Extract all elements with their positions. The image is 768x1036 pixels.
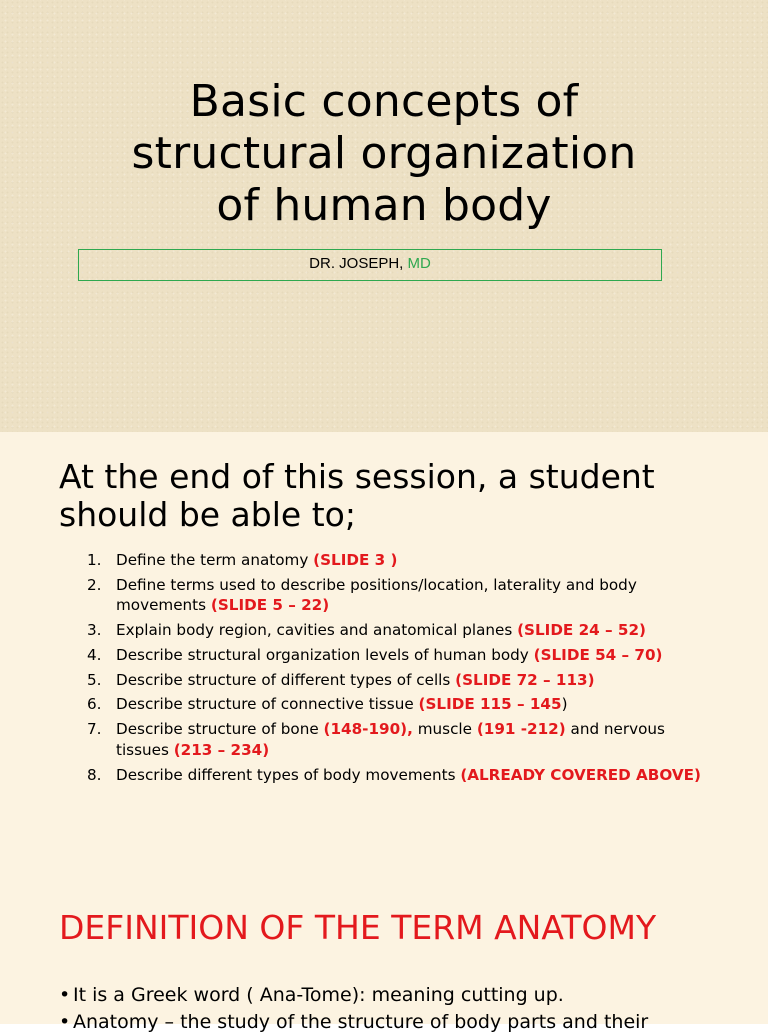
objective-item [0,765,768,786]
definition-heading: DEFINITION OF THE TERM ANATOMY [59,908,657,947]
objective-number: 3. [87,621,102,640]
objective-number: 5. [87,670,102,689]
bullet-dot: • [59,984,71,1006]
author-name: DR. JOSEPH, [309,255,404,272]
objectives-slide [0,432,768,1033]
slide-reference: (ALREADY COVERED ABOVE) [460,765,701,784]
bullet-dot: • [59,1011,71,1033]
objective-number: 7. [87,720,102,739]
objective-text: Describe structure of connective tissue [116,695,419,714]
bullet-text: It is a Greek word ( Ana-Tome): meaning cutting up. [73,984,564,1006]
objective-text: Describe structure of bone [116,720,324,739]
bullet-item [59,982,759,1009]
objective-text: muscle [412,720,477,739]
objective-item [0,694,768,715]
slide-reference: (SLIDE 24 – 52) [517,621,646,640]
slide-reference: (SLIDE 115 – 145 [418,695,562,714]
slide-reference: (SLIDE 72 – 113) [455,670,595,689]
heading-line: should be able to; [59,495,356,534]
slide-reference: (213 – 234) [173,740,270,759]
objective-text: Define terms used to describe positions/location, laterality and body movements [116,575,637,615]
slide-reference: (191 -212) [476,720,566,739]
objective-number: 6. [87,695,102,714]
title-line: Basic concepts of [189,76,579,127]
slide-reference: (SLIDE 54 – 70) [533,645,663,664]
title-line: of human body [216,180,552,231]
slide-reference: (148-190), [323,720,413,739]
closing-paren: ) [561,695,568,714]
title-line: structural organization [131,128,637,179]
objectives-heading [59,458,749,534]
objective-number: 8. [87,765,102,784]
definition-bullets [59,982,759,1036]
heading-line: At the end of this session, a student [59,457,655,496]
slide-reference: (SLIDE 5 – 22) [210,596,330,615]
objective-number: 2. [87,575,102,594]
objective-item [0,550,768,571]
objective-number: 4. [87,645,102,664]
objective-text: Define the term anatomy [116,551,314,569]
objective-text: and nervous tissues [116,720,665,759]
objective-item [0,670,768,691]
objective-item [0,645,768,666]
objective-text: Describe different types of body movements [116,765,461,784]
slide-reference: (SLIDE 3 ) [313,551,398,569]
author-degree: MD [407,255,431,272]
author-box [78,249,662,281]
objective-number: 1. [87,551,102,569]
title-slide [0,0,768,432]
bullet-text: Anatomy – the study of the structure of body parts and their [73,1011,649,1033]
slide-title [40,76,728,232]
objective-text: Describe structure of different types of cells [116,670,456,689]
objective-text: Describe structural organization levels of human body [116,645,534,664]
bullet-item [59,1009,759,1036]
objective-item [0,719,768,760]
objectives-list [0,550,768,789]
objective-item [0,575,768,616]
objective-item [0,620,768,641]
objective-text: Explain body region, cavities and anatomical planes [116,621,518,640]
